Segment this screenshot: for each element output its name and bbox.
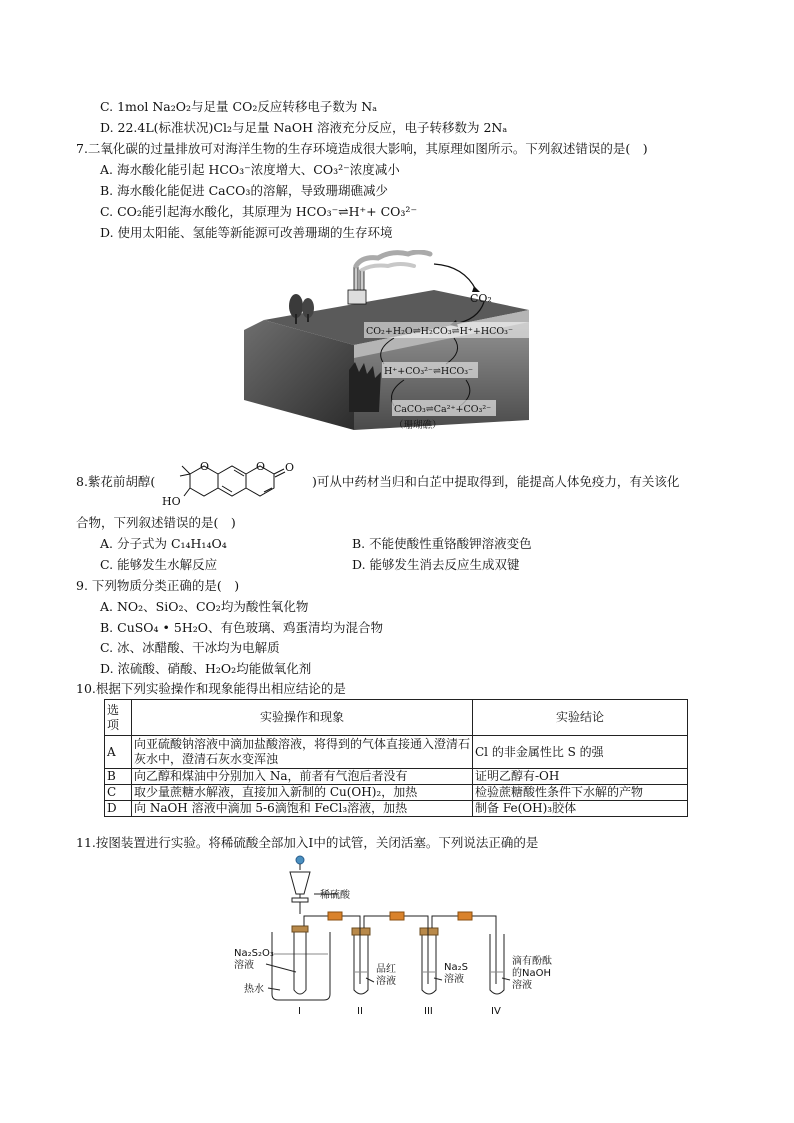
q8-stem-end: )可从中药材当归和白芷中提取得到，能提高人体免疫力，有关该化 <box>312 474 680 489</box>
row-b-conclusion: 证明乙醇有-OH <box>473 769 688 785</box>
q8-option-a: A. 分子式为 C₁₄H₁₄O₄ <box>100 536 227 551</box>
row-a-operation: 向亚硫酸钠溶液中滴加盐酸溶液，将得到的气体直接通入澄清石灰水中，澄清石灰水变浑浊 <box>132 736 473 769</box>
co2-label: CO₂ <box>470 292 492 305</box>
q9-stem: 9. 下列物质分类正确的是( ) <box>76 578 240 593</box>
carbonyl-oxygen: O <box>285 461 295 474</box>
tube-label-3: III <box>424 1006 433 1017</box>
q6-option-d: D. 22.4L(标准状况)Cl₂与足量 NaOH 溶液充分反应，电子转移数为 2Nₐ <box>100 120 508 135</box>
row-c-operation: 取少量蔗糖水解液，直接加入新制的 Cu(OH)₂，加热 <box>132 785 473 801</box>
row-c-option: C <box>105 785 132 801</box>
q6-option-c: C. 1mol Na₂O₂与足量 CO₂反应转移电子数为 Nₐ <box>100 99 378 114</box>
naoh-label: 的NaOH <box>512 968 551 979</box>
thiosulfate-label: Na₂S₂O₃ <box>234 948 274 959</box>
hot-water-label: 热水 <box>244 984 264 995</box>
tube-label-1: I <box>298 1006 301 1017</box>
q7-option-a: A. 海水酸化能引起 HCO₃⁻浓度增大、CO₃²⁻浓度减小 <box>100 162 400 177</box>
magenta-solution-label: 溶液 <box>376 976 396 987</box>
table-header-row <box>105 700 688 736</box>
header-option: 选项 <box>105 700 132 736</box>
equation-carbonic: CO₂+H₂O⇌H₂CO₃⇌H⁺+HCO₃⁻ <box>366 326 514 337</box>
row-a-conclusion: Cl 的非金属性比 S 的强 <box>473 736 688 769</box>
experiment-table <box>104 699 688 817</box>
q10-stem: 10.根据下列实验操作和现象能得出相应结论的是 <box>76 681 346 696</box>
q7-option-b: B. 海水酸化能促进 CaCO₃的溶解，导致珊瑚礁减少 <box>100 183 388 198</box>
table-row <box>105 769 688 785</box>
q9-option-c: C. 冰、冰醋酸、干冰均为电解质 <box>100 640 280 655</box>
table-row <box>105 801 688 817</box>
coral-reef-label: （珊瑚礁） <box>394 420 442 431</box>
hydroxyl-label: HO <box>162 495 181 508</box>
ring-oxygen-2: O <box>256 460 266 473</box>
q7-option-d: D. 使用太阳能、氢能等新能源可改善珊瑚的生存环境 <box>100 225 393 240</box>
row-a-option: A <box>105 736 132 769</box>
q8-option-d: D. 能够发生消去反应生成双键 <box>352 557 520 572</box>
ring-oxygen-1: O <box>200 460 210 473</box>
phenolphthalein-label: 滴有酚酞 <box>512 956 552 967</box>
header-conclusion: 实验结论 <box>473 700 688 736</box>
q11-stem: 11.按图装置进行实验。将稀硫酸全部加入Ⅰ中的试管，关闭活塞。下列说法正确的是 <box>76 835 539 850</box>
sodium-sulfide-solution-label: 溶液 <box>444 974 464 985</box>
sodium-sulfide-label: Na₂S <box>444 962 468 973</box>
q7-option-c: C. CO₂能引起海水酸化，其原理为 HCO₃⁻⇌H⁺+ CO₃²⁻ <box>100 204 418 219</box>
acid-label: 稀硫酸 <box>320 890 350 901</box>
q8-stem-start: 8.紫花前胡醇( <box>76 474 156 489</box>
row-b-option: B <box>105 769 132 785</box>
thiosulfate-solution-label: 溶液 <box>234 960 254 971</box>
q8-option-c: C. 能够发生水解反应 <box>100 557 218 572</box>
table-row <box>105 785 688 801</box>
row-c-conclusion: 检验蔗糖酸性条件下水解的产物 <box>473 785 688 801</box>
magenta-label: 品红 <box>376 964 396 975</box>
table-row <box>105 736 688 769</box>
tube-label-4: IV <box>491 1006 501 1017</box>
tube-label-2: II <box>357 1006 363 1017</box>
apparatus-diagram <box>228 854 578 1020</box>
header-operation: 实验操作和现象 <box>132 700 473 736</box>
naoh-solution-label: 溶液 <box>512 980 532 991</box>
row-d-operation: 向 NaOH 溶液中滴加 5-6滴饱和 FeCl₃溶液，加热 <box>132 801 473 817</box>
row-b-operation: 向乙醇和煤油中分别加入 Na，前者有气泡后者没有 <box>132 769 473 785</box>
row-d-conclusion: 制备 Fe(OH)₃胶体 <box>473 801 688 817</box>
q9-option-d: D. 浓硫酸、硝酸、H₂O₂均能做氧化剂 <box>100 661 312 676</box>
q8-stem-continued: 合物，下列叙述错误的是( ) <box>76 515 236 530</box>
q8-option-b: B. 不能使酸性重铬酸钾溶液变色 <box>352 536 532 551</box>
equation-bicarbonate: H⁺+CO₃²⁻⇌HCO₃⁻ <box>384 366 474 377</box>
ocean-acidification-diagram <box>244 250 534 436</box>
q9-option-b: B. CuSO₄ • 5H₂O、有色玻璃、鸡蛋清均为混合物 <box>100 620 384 635</box>
molecule-structure <box>160 458 310 510</box>
q9-option-a: A. NO₂、SiO₂、CO₂均为酸性氧化物 <box>100 599 309 614</box>
equation-calcium-carbonate: CaCO₃⇌Ca²⁺+CO₃²⁻ <box>394 404 492 415</box>
row-d-option: D <box>105 801 132 817</box>
q7-stem: 7.二氧化碳的过量排放可对海洋生物的生存环境造成很大影响，其原理如图所示。下列叙述错误的是( ) <box>76 141 648 156</box>
